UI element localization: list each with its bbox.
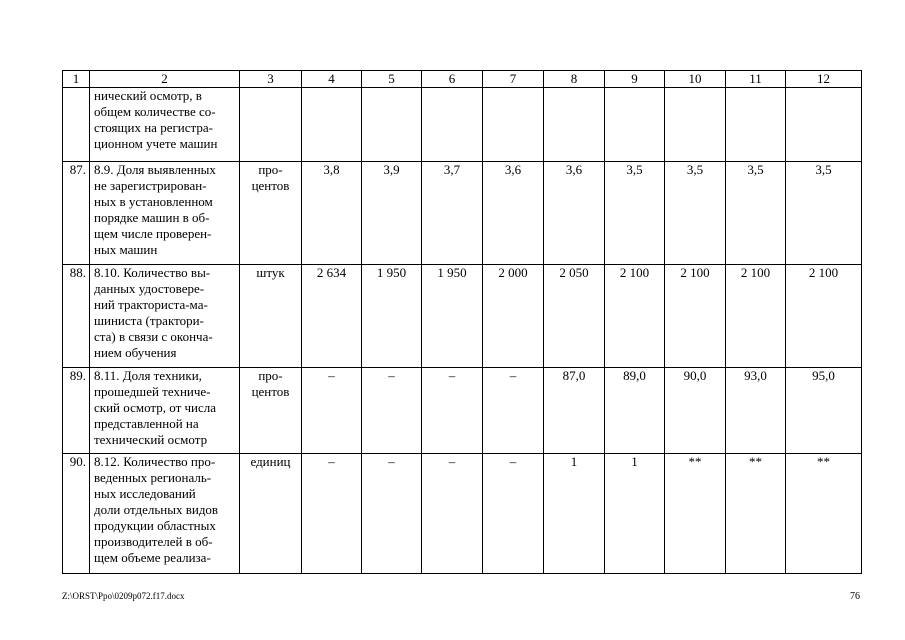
header-cell: 9 — [605, 71, 665, 88]
header-cell: 7 — [483, 71, 544, 88]
value-cell: 1 — [544, 454, 605, 574]
value-cell: 3,6 — [544, 162, 605, 265]
header-cell: 8 — [544, 71, 605, 88]
value-cell: 1 950 — [362, 265, 422, 368]
value-cell: – — [302, 368, 362, 454]
value-cell — [665, 88, 726, 162]
value-cell: 3,6 — [483, 162, 544, 265]
value-cell: 2 100 — [726, 265, 786, 368]
value-cell: 90,0 — [665, 368, 726, 454]
value-cell: 3,8 — [302, 162, 362, 265]
header-cell: 11 — [726, 71, 786, 88]
value-cell: – — [483, 454, 544, 574]
file-path: Z:\ORST\Ppo\0209p072.f17.docx — [62, 591, 185, 601]
value-cell: 2 100 — [665, 265, 726, 368]
table-row — [63, 368, 862, 454]
table-row — [63, 454, 862, 574]
indicator-table — [62, 70, 862, 574]
unit-cell: про- центов — [240, 162, 302, 265]
value-cell: 87,0 — [544, 368, 605, 454]
value-cell: ** — [726, 454, 786, 574]
value-cell: – — [302, 454, 362, 574]
indicator-name: нический осмотр, в общем количестве со- стоящих на регистра- ционном учете машин — [90, 88, 240, 162]
value-cell: 3,5 — [605, 162, 665, 265]
value-cell: 95,0 — [786, 368, 862, 454]
value-cell — [362, 88, 422, 162]
value-cell — [786, 88, 862, 162]
header-cell: 2 — [90, 71, 240, 88]
value-cell — [544, 88, 605, 162]
value-cell: – — [362, 368, 422, 454]
indicator-name: 8.10. Количество вы- данных удостовере- ний тракториста-ма- шиниста (трактори- ста) в связи с оконча- нием обучения — [90, 265, 240, 368]
value-cell: – — [483, 368, 544, 454]
value-cell: ** — [786, 454, 862, 574]
value-cell: – — [422, 368, 483, 454]
indicator-name: 8.9. Доля выявленных не зарегистрирован- ных в установленном порядке машин в об- щем числе проверен- ных машин — [90, 162, 240, 265]
row-number: 90. — [63, 454, 90, 574]
value-cell: 3,5 — [665, 162, 726, 265]
value-cell: 1 950 — [422, 265, 483, 368]
row-number: 89. — [63, 368, 90, 454]
header-cell: 1 — [63, 71, 90, 88]
value-cell — [726, 88, 786, 162]
value-cell: 3,5 — [726, 162, 786, 265]
header-cell: 10 — [665, 71, 726, 88]
value-cell: 2 100 — [605, 265, 665, 368]
unit-cell: штук — [240, 265, 302, 368]
unit-cell: единиц — [240, 454, 302, 574]
header-cell: 3 — [240, 71, 302, 88]
value-cell: ** — [665, 454, 726, 574]
header-cell: 6 — [422, 71, 483, 88]
unit-cell: про- центов — [240, 368, 302, 454]
table-row — [63, 162, 862, 265]
value-cell: 2 100 — [786, 265, 862, 368]
page-number: 76 — [850, 591, 860, 602]
value-cell: – — [362, 454, 422, 574]
table-row — [63, 88, 862, 162]
value-cell: 89,0 — [605, 368, 665, 454]
value-cell: 1 — [605, 454, 665, 574]
table-row — [63, 265, 862, 368]
value-cell — [302, 88, 362, 162]
header-cell: 12 — [786, 71, 862, 88]
indicator-name: 8.12. Количество про- веденных региональ- ных исследований доли отдельных видов продукции областных производителей в об- щем объеме реализа- — [90, 454, 240, 574]
indicator-name: 8.11. Доля техники, прошедшей техниче- ский осмотр, от числа представленной на технический осмотр — [90, 368, 240, 454]
value-cell: 93,0 — [726, 368, 786, 454]
unit-cell — [240, 88, 302, 162]
header-cell: 5 — [362, 71, 422, 88]
header-cell: 4 — [302, 71, 362, 88]
header-row — [63, 71, 862, 88]
row-number: 88. — [63, 265, 90, 368]
value-cell: 2 634 — [302, 265, 362, 368]
value-cell: – — [422, 454, 483, 574]
value-cell: 3,7 — [422, 162, 483, 265]
value-cell: 3,5 — [786, 162, 862, 265]
value-cell: 3,9 — [362, 162, 422, 265]
row-number: 87. — [63, 162, 90, 265]
value-cell: 2 050 — [544, 265, 605, 368]
row-number — [63, 88, 90, 162]
value-cell — [605, 88, 665, 162]
value-cell: 2 000 — [483, 265, 544, 368]
value-cell — [422, 88, 483, 162]
value-cell — [483, 88, 544, 162]
